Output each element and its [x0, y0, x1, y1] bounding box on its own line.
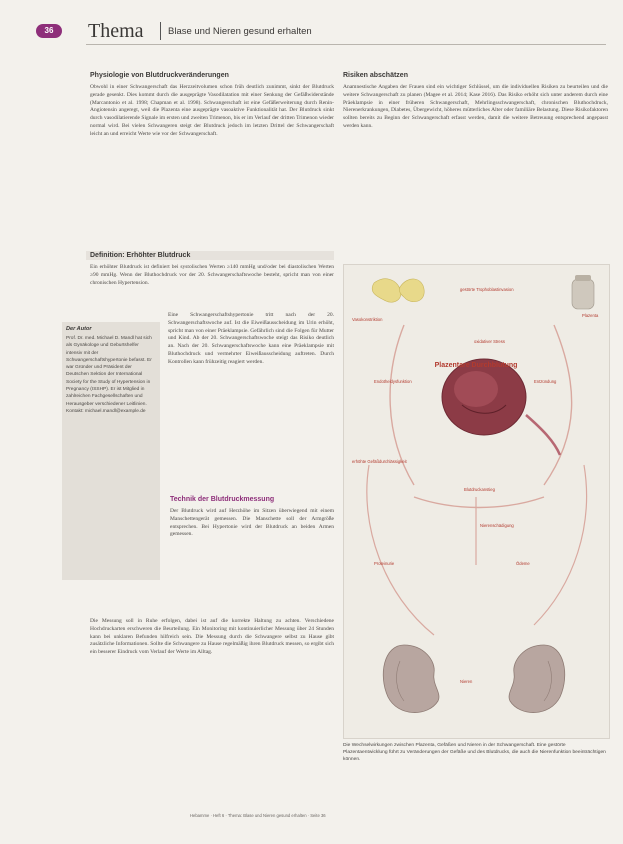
label-kidneys: Nieren: [460, 679, 473, 684]
title-divider: [160, 22, 161, 40]
label-kidney-damage: Nierenschädigung: [480, 523, 514, 528]
paragraph-definition: Ein erhöhter Blutdruck ist definiert bei systolischen Werten ≥140 mmHg und/oder bei diastolischen Werten ≥90 mmHg. Wenn der Bluthochdruck vor der 20. Schwangerschaftswoche besteht, spricht man von einer chronischen Hypertension.: [90, 264, 334, 286]
label-bp-rise: Blutdruckanstieg: [464, 487, 495, 492]
figure-labels: [344, 265, 609, 738]
heading-definition: Definition: Erhöhter Blutdruck: [90, 252, 191, 259]
section-title: Thema: [88, 20, 144, 42]
label-oxidative-stress: oxidativer Stress: [474, 339, 505, 344]
author-title: Der Autor: [66, 326, 92, 332]
paragraph-measurement-cont: Die Messung soll in Ruhe erfolgen, dabei ist auf die korrekte Haltung zu achten. Verschiedene Hochdruckarten erschweren die Beurteilung. Ein Monitoring mit kontinuierlicher Messung über 24 Stunden kann bei unklaren Befunden hilfreich sein. Die Messung durch die Schwangere selbst zu Hause gibt zusätzliche Informationen. Sollte die Schwangere zu Hause regelmäßig ihren Blutdruck messen, so ergibt sich ein besserer Eindruck vom Verlauf der Werte im Alltag.: [90, 618, 334, 655]
label-permeability: erhöhte Gefäßdurchlässigkeit: [352, 459, 407, 464]
topic-title: Blase und Nieren gesund erhalten: [168, 26, 312, 37]
label-inflammation: Entzündung: [534, 379, 557, 384]
paragraph-risks: Anamnestische Angaben der Frauen sind ein wichtiger Schlüssel, um die individuellen Risiken zu beurteilen und die weitere Schwangerschaft zu planen (Magee et al. 2014; Kase 2016). Das Risiko erhöht sich unter anderem durch eine Präeklampsie in einer früheren Schwangerschaft, Mehrlingsschwangerschaft, chronischen Bluthochdruck, Nierenerkrankungen, Diabetes, Übergewicht, höheres mütterliches Alter oder familiäre Belastung. Diese Risikofaktoren sollten bereits zu Beginn der Schwangerschaft erfasst werden, damit die weitere Betreuung entsprechend angepasst werden kann.: [343, 84, 608, 129]
paragraph-measurement: Der Blutdruck wird auf Herzhöhe im Sitzen überwiegend mit einem Manschettengerät gemessen. Die Manschette soll der Armgröße entsprechen. Bei Hypertonie wird der Blutdruck an beiden Armen gemessen.: [170, 508, 334, 538]
label-trophoblast: gestörte Trophoblastinvasion: [460, 287, 514, 292]
figure-center-label: Plazentare Durchblutung: [434, 362, 518, 369]
author-box: [62, 322, 160, 580]
label-endothelial: Endotheldysfunktion: [374, 379, 412, 384]
heading-measurement: Technik der Blutdruckmessung: [170, 496, 275, 503]
label-placenta: Plazenta: [582, 313, 599, 318]
placenta-kidney-figure: [343, 264, 610, 739]
label-vasoconstriction: Vasokonstriktion: [352, 317, 383, 322]
heading-risks: Risiken abschätzen: [343, 72, 408, 79]
figure-caption: Die Wechselwirkungen zwischen Plazenta, Gefäßen und Nieren in der Schwangerschaft. Eine gestörte Plazentaentwicklung führt zu Veränderungen der Gefäße und des Blutdrucks, die auch die Nierenfunktion beeinträchtigen können.: [343, 743, 606, 762]
label-proteinuria: Proteinurie: [374, 561, 395, 566]
heading-physiology: Physiologie von Blutdruckveränderungen: [90, 72, 229, 79]
label-edema: Ödeme: [516, 561, 530, 566]
paragraph-physiology: Obwohl in einer Schwangerschaft das Herzzeitvolumen schon früh deutlich zunimmt, sinkt der Blutdruck gerade gesenkt. Dies kommt durch die ausgeprägte Vasodilatation mit einer Senkung der Gefäßwiderstände (Marcantonio et al. 1998; Chapman et al. 1998). Schwangerschaft ist eine Gefäßerweiterung durch Renin-Angiotensin angeregt, weil die Plazenta eine ausgeprägte vasoaktive Funktionalität hat. Der Blutdruck sinkt durch vasodilatierende Signale im ersten und zweiten Trimenon, bis er im Verlauf der dritten Trimenon wieder normal wird. Bei vielen Schwangeren steigt der Blutdruck jedoch im letzten Drittel der Schwangerschaft leicht an und erreicht Werte wie vor der Schwangerschaft.: [90, 84, 334, 137]
paragraph-preeclampsia: Eine Schwangerschaftshypertonie tritt nach der 20. Schwangerschaftswoche auf. Ist die Eiweißausscheidung im Urin erhöht, spricht man von einer Präeklampsie. Gefährlich sind die Folgen für Mutter und Kind. Ab der 20. Schwangerschaftswoche steigt das Risiko deutlich an. Nach der 20. Schwangerschaftswoche kann eine Präeklampsie mit Bluthochdruck und vermehrter Eiweißausscheidung auftreten. Durch Kontrollen kann frühzeitig reagiert werden.: [168, 312, 334, 365]
author-text: Prof. Dr. med. Michael D. Mandl hat sich als Gynäkologe und Geburtshelfer intensiv mit der Schwangerschaftshypertonie befasst. Er war Gründer und Präsident der Deutschen Sektion der International Society for the Study of Hypertension in Pregnancy (ISSHP). Er ist Mitglied in zahlreichen Fachgesellschaften und Herausgeber verschiedener Leitlinien. Kontakt: michael.mandl@example.de: [66, 336, 152, 414]
page-footer: Hebamme · Heft 6 · Thema: Blase und Nieren gesund erhalten · Seite 36: [190, 813, 326, 818]
page-number-badge: 36: [36, 24, 62, 38]
header-rule: [86, 44, 606, 45]
